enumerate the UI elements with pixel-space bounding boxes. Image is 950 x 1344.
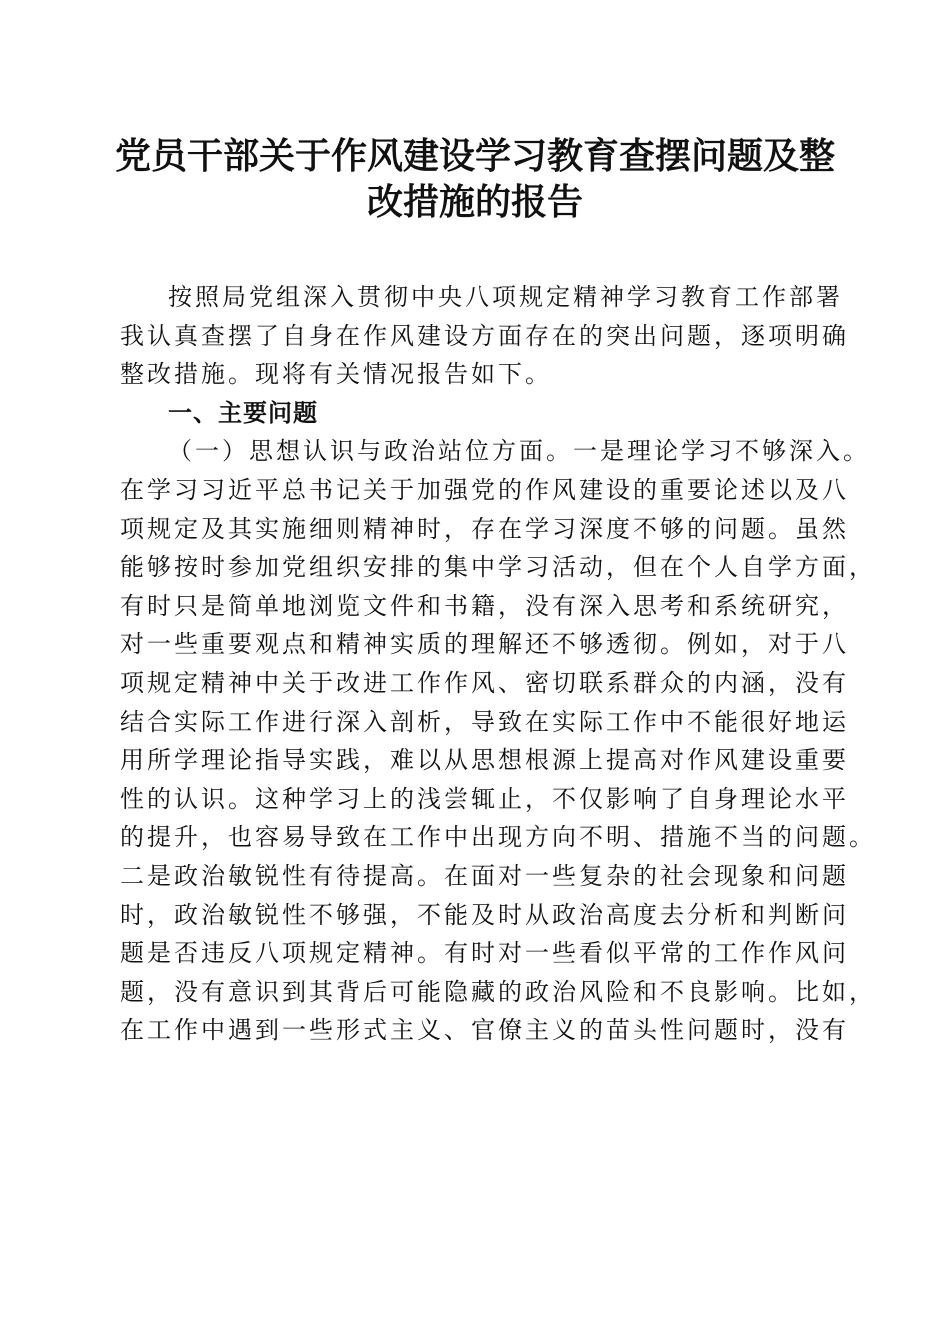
- paragraph-line: 按照局党组深入贯彻中央八项规定精神学习教育工作部署: [168, 283, 843, 311]
- paragraph-line: 整改措施。现将有关情况报告如下。: [120, 360, 552, 389]
- paragraph-line: 在工作中遇到一些形式主义、官僚主义的苗头性问题时，没有: [120, 1016, 849, 1045]
- paragraph-line: 项规定精神中关于改进工作作风、密切联系群众的内涵，没有: [120, 668, 849, 697]
- paragraph-line: 项规定及其实施细则精神时，存在学习深度不够的问题。虽然: [120, 514, 849, 543]
- paragraph-line: 时，政治敏锐性不够强，不能及时从政治高度去分析和判断问: [120, 900, 849, 929]
- paragraph-line: 结合实际工作进行深入剖析，导致在实际工作中不能很好地运: [120, 707, 849, 736]
- document-title: [90, 133, 860, 225]
- paragraph-line: 题，没有意识到其背后可能隐藏的政治风险和不良影响。比如，: [120, 977, 876, 1006]
- document-body: [120, 278, 876, 1050]
- paragraph-line: 用所学理论指导实践，难以从思想根源上提高对作风建设重要: [120, 746, 849, 775]
- section-heading: 一、主要问题: [168, 398, 318, 427]
- paragraph-line: 性的认识。这种学习上的浅尝辄止，不仅影响了自身理论水平: [120, 784, 849, 813]
- paragraph-line: 我认真查摆了自身在作风建设方面存在的突出问题，逐项明确: [120, 321, 849, 350]
- title-line-1: 党员干部关于作风建设学习教育查摆问题及整: [114, 135, 835, 177]
- paragraph-line: 的提升，也容易导致在工作中出现方向不明、措施不当的问题。: [120, 823, 876, 852]
- paragraph-line: 题是否违反八项规定精神。有时对一些看似平常的工作作风问: [120, 939, 849, 968]
- paragraph-line: 能够按时参加党组织安排的集中学习活动，但在个人自学方面，: [120, 553, 876, 582]
- paragraph-line: 二是政治敏锐性有待提高。在面对一些复杂的社会现象和问题: [120, 861, 849, 890]
- paragraph-line: 有时只是简单地浏览文件和书籍，没有深入思考和系统研究，: [120, 591, 849, 620]
- paragraph-line: 对一些重要观点和精神实质的理解还不够透彻。例如，对于八: [120, 630, 849, 659]
- title-line-2: 改措施的报告: [366, 181, 583, 223]
- paragraph-line: （一）思想认识与政治站位方面。一是理论学习不够深入。: [168, 437, 870, 466]
- paragraph-line: 在学习习近平总书记关于加强党的作风建设的重要论述以及八: [120, 475, 849, 504]
